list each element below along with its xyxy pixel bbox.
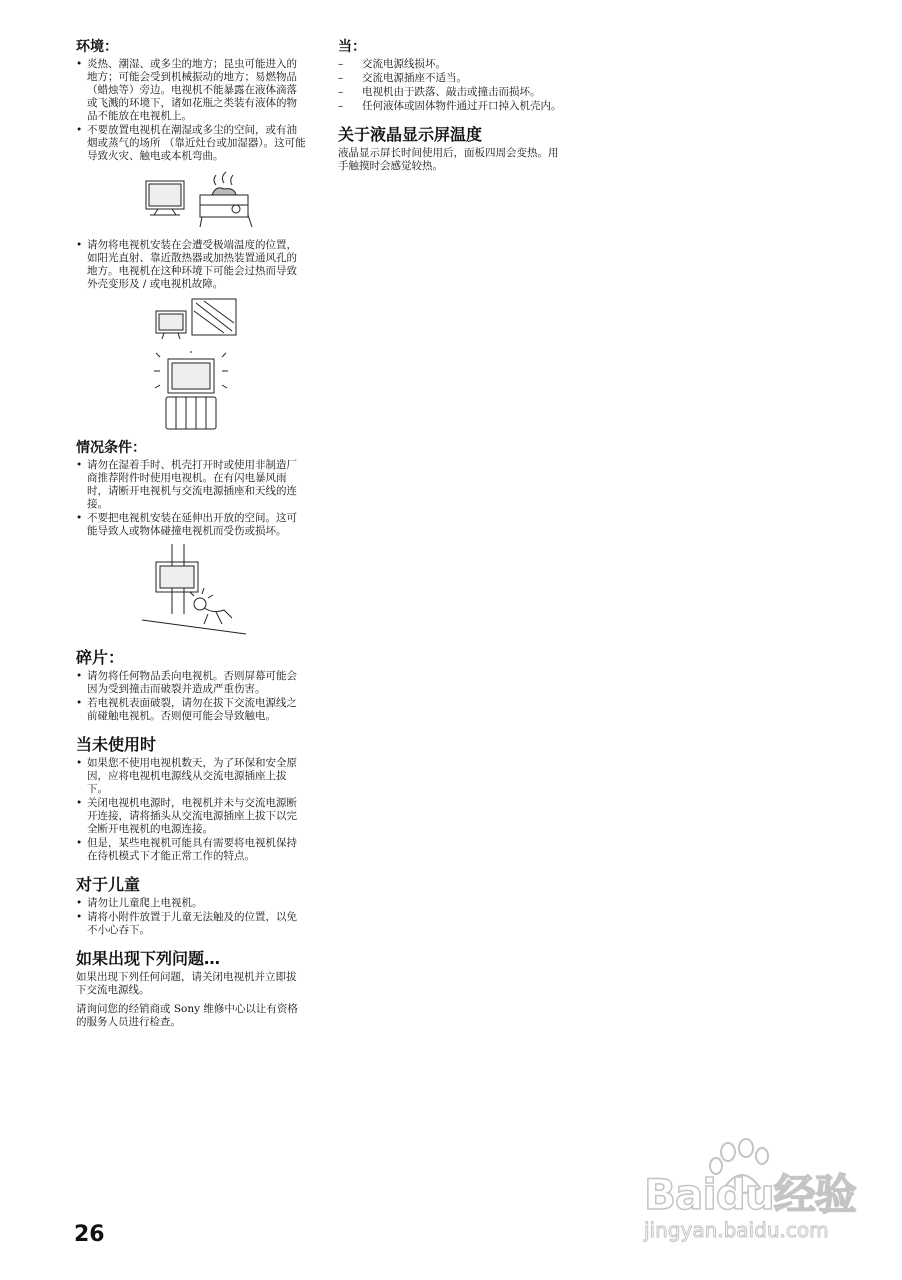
left-column [76,34,306,1035]
children-list [76,897,306,937]
debris-item: • 若电视机表面破裂，请勿在拔下交流电源线之前碰触电视机。否则便可能会导致触电。 [76,697,306,723]
environment-item: • 不要放置电视机在潮湿或多尘的空间，或有油烟或蒸气的场所 （靠近灶台或加湿器）。这可能导致火灾、触电或本机弯曲。 [76,124,306,163]
when-list [338,58,568,113]
page-number: 26 [74,1222,105,1247]
watermark-url: jingyan.baidu.com [644,1218,829,1242]
environment-item: • 请勿将电视机安装在会遭受极端温度的位置，如阳光直射、靠近散热器或加热装置通风孔的地方。电视机在这种环境下可能会过热而导致外壳变形及 / 或电视机故障。 [76,239,306,291]
right-column [338,34,568,179]
unused-item: • 但是，某些电视机可能具有需要将电视机保持在待机模式下才能正常工作的特点。 [76,837,306,863]
when-heading: 当： [338,39,366,55]
lcd-temperature-text: 液晶显示屏长时间使用后，面板四周会变热。用手触摸时会感觉较热。 [338,147,559,172]
children-heading: 对于儿童 [76,875,141,894]
unused-item: • 如果您不使用电视机数天，为了环保和安全原因，应将电视机电源线从交流电源插座上拔下。 [76,757,306,796]
debris-list [76,670,306,723]
lcd-temperature-heading: 关于液晶显示屏温度 [338,125,483,144]
unused-list [76,757,306,863]
situation-item: • 不要把电视机安装在延伸出开放的空间。这可能导致人或物体碰撞电视机而受伤或损坏。 [76,512,306,538]
child-bumping-tv-illustration [76,544,306,636]
problems-paragraph-2: 请询问您的经销商或 Sony 维修中心以让有资格的服务人员进行检查。 [76,1003,298,1028]
tv-kitchen-steam-illustration [76,169,306,231]
environment-heading: 环境： [76,39,118,55]
unused-item: • 关闭电视机电源时，电视机并未与交流电源断开连接，请将插头从交流电源插座上拔下以完全断开电视机的电源连接。 [76,797,306,836]
debris-heading: 碎片： [76,648,125,667]
environment-list [76,58,306,163]
situation-item: • 请勿在湿着手时、机壳打开时或使用非制造厂商推荐附件时使用电视机。在有闪电暴风雨时，请断开电视机与交流电源插座和天线的连接。 [76,459,306,511]
when-item: – 交流电源线损坏。 [338,58,568,71]
watermark-brand: Baidu经验 [644,1170,856,1219]
tv-radiator-heat-illustration [76,351,306,431]
environment-list-2 [76,239,306,291]
situation-list [76,459,306,538]
problems-paragraph-1: 如果出现下列任何问题，请关闭电视机并立即拔下交流电源线。 [76,971,297,996]
situation-heading: 情况条件： [76,440,146,456]
when-item: – 交流电源插座不适当。 [338,72,568,85]
children-item: • 请勿让儿童爬上电视机。 [76,897,306,910]
when-item: – 电视机由于跌落、敲击或撞击而损坏。 [338,86,568,99]
when-item: – 任何液体或固体物件通过开口掉入机壳内。 [338,100,568,113]
unused-heading: 当未使用时 [76,735,157,754]
environment-item: • 炎热、潮湿、或多尘的地方；昆虫可能进入的地方；可能会受到机械振动的地方；易燃物品 （蜡烛等）旁边。电视机不能暴露在液体滴落或飞溅的环境下，诸如花瓶之类装有液体的物品不能放在电视机上。 [76,58,306,123]
tv-sunlight-illustration [76,297,306,343]
debris-item: • 请勿将任何物品丢向电视机。否则屏幕可能会因为受到撞击而破裂并造成严重伤害。 [76,670,306,696]
children-item: • 请将小附件放置于儿童无法触及的位置，以免不小心吞下。 [76,911,306,937]
watermark [628,1138,888,1256]
problems-heading: 如果出现下列问题… [76,949,221,968]
